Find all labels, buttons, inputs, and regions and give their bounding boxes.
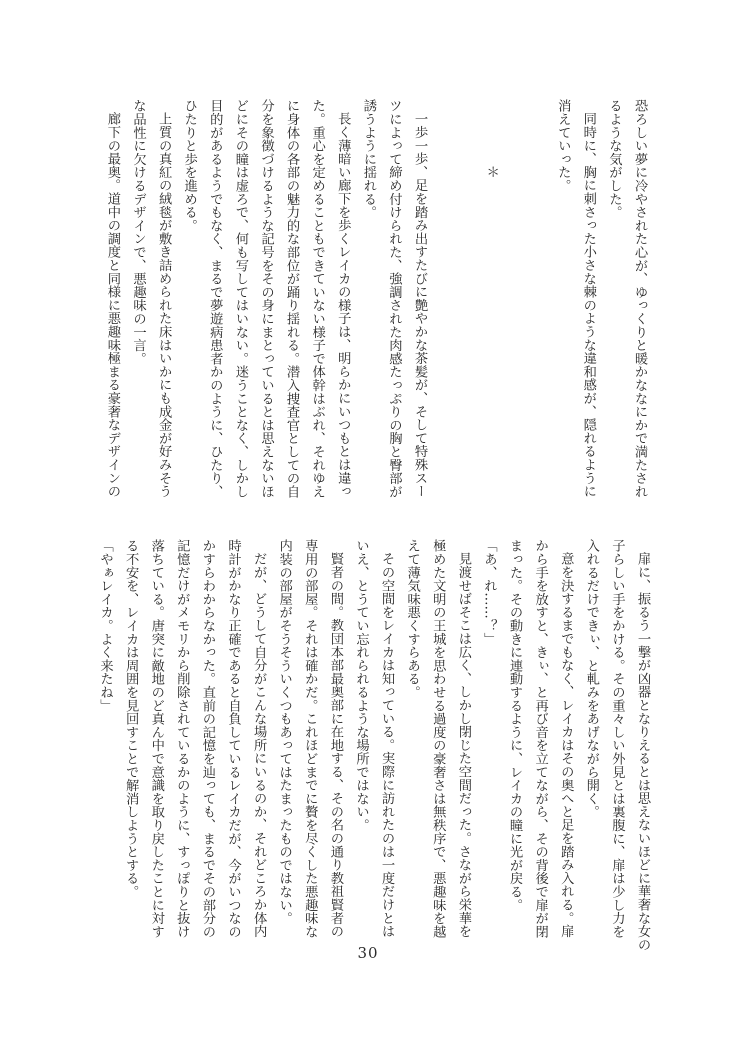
text-line: から手を放すと、きぃ、と再び音を立てながら、その背後で扉が閉 [532, 539, 548, 938]
text-line: 分を象徴づけるような記号をその身にまとっているとは思えないほ [258, 99, 274, 498]
text-line: た。重心を定めることもできていない様子で体幹はぶれ、それゆえ [309, 99, 325, 498]
text-line: ツによって締め付けられた、強調された肉感たっぷりの胸と臀部が [386, 99, 402, 498]
text-line: 意を決するまでもなく、レイカはその奥へと足を踏み入れる。扉 [558, 552, 574, 938]
text-line: 上質の真紅の絨毯が敷き詰められた床はいかにも成金が好みそう [156, 112, 172, 498]
text-line: いえ、とうてい忘れられるような場所ではない。 [353, 539, 369, 832]
text-line: 目的があるようでもなく、まるで夢遊病患者かのように、ひたり、 [207, 99, 223, 498]
text-line: 一歩一歩、足を踏み出すたびに艶やかな茶髪が、そして特殊スー [412, 112, 428, 498]
text-line: るような気がした。 [606, 99, 622, 219]
dialogue-line: 「やぁレイカ。よく来たね」 [97, 539, 113, 712]
text-line: 子らしい手をかける。その重々しい外見とは裏腹に、扉は少し力を [609, 539, 625, 938]
text-line: に身体の各部の魅力的な部位が踊り揺れる。潜入捜査官としての自 [284, 99, 300, 498]
dialogue-line: 「あ、れ……？」 [481, 539, 497, 646]
text-line: かすらわからなかった。直前の記憶を辿っても、まるでその部分の [199, 539, 215, 938]
text-line: 入れるだけできぃ、と軋みをあげながら開く。 [583, 539, 599, 819]
text-line: 恐ろしい夢に冷やされた心が、ゆっくりと暖かななにかで満たされ [632, 99, 647, 498]
text-line: 扉に、振るう一撃が凶器となりえるとは思えないほどに華奢な女の [635, 552, 650, 952]
text-line: 内装の部屋がそうそういくつもあってはたまったものではない。 [276, 539, 292, 925]
text-line: 見渡せばそこは広く、しかし閉じた空間だった。さながら栄華を [455, 552, 471, 938]
text-line: る不安を、レイカは周囲を見回すことで解消しようとする。 [123, 539, 139, 899]
top-text-block [99, 99, 652, 515]
text-line: どにその瞳は虚ろで、何も写してはいない。迷うことなく、しかし [232, 99, 248, 498]
text-line: ひたりと歩を進める。 [181, 99, 197, 232]
text-line: まった。その動きに連動するように、レイカの瞳に光が戻る。 [507, 539, 523, 912]
text-line: だが、どうして自分がこんな場所にいるのか、それどころか体内 [251, 552, 267, 938]
bottom-text-block [92, 539, 655, 955]
text-line: 時計がかなり正確であると自負しているレイカだが、今がいつなの [225, 539, 241, 938]
text-line: 賢者の間。教団本部最奥部に在地する、その名の通り教祖賢者の [327, 552, 343, 938]
page-number: 30 [357, 944, 379, 962]
text-line: えて薄気味悪くすらある。 [404, 539, 420, 699]
text-line: 記憶だけがメモリから削除されているかのように、すっぽりと抜け [174, 539, 190, 938]
text-line: 落ちている。唐突に敵地のど真ん中で意識を取り戻したことに対す [148, 539, 164, 938]
text-line: その空間をレイカは知っている。実際に訪れたのは一度だけとは [379, 552, 395, 938]
text-line: 誘うように揺れる。 [360, 99, 376, 219]
text-line: 極めた文明の王城を思わせる過度の豪奢さは無秩序で、悪趣味を越 [430, 539, 446, 938]
text-line: な品性に欠けるデザインで、悪趣味の一言。 [130, 99, 146, 365]
scene-break-asterisk: ＊ [483, 165, 499, 179]
text-line: 消えていった。 [555, 99, 571, 193]
text-line: 長く薄暗い廊下を歩くレイカの様子は、明らかにいつもとは違っ [335, 112, 351, 498]
text-line: 廊下の最奥。道中の調度と同様に悪趣味極まる豪奢なデザインの [104, 112, 120, 498]
text-line: 同時に、胸に刺さった小さな棘のような違和感が、隠れるように [580, 112, 596, 498]
text-line: 専用の部屋。それは確かだ。これほどまでに贅を尽くした悪趣味な [302, 539, 318, 938]
